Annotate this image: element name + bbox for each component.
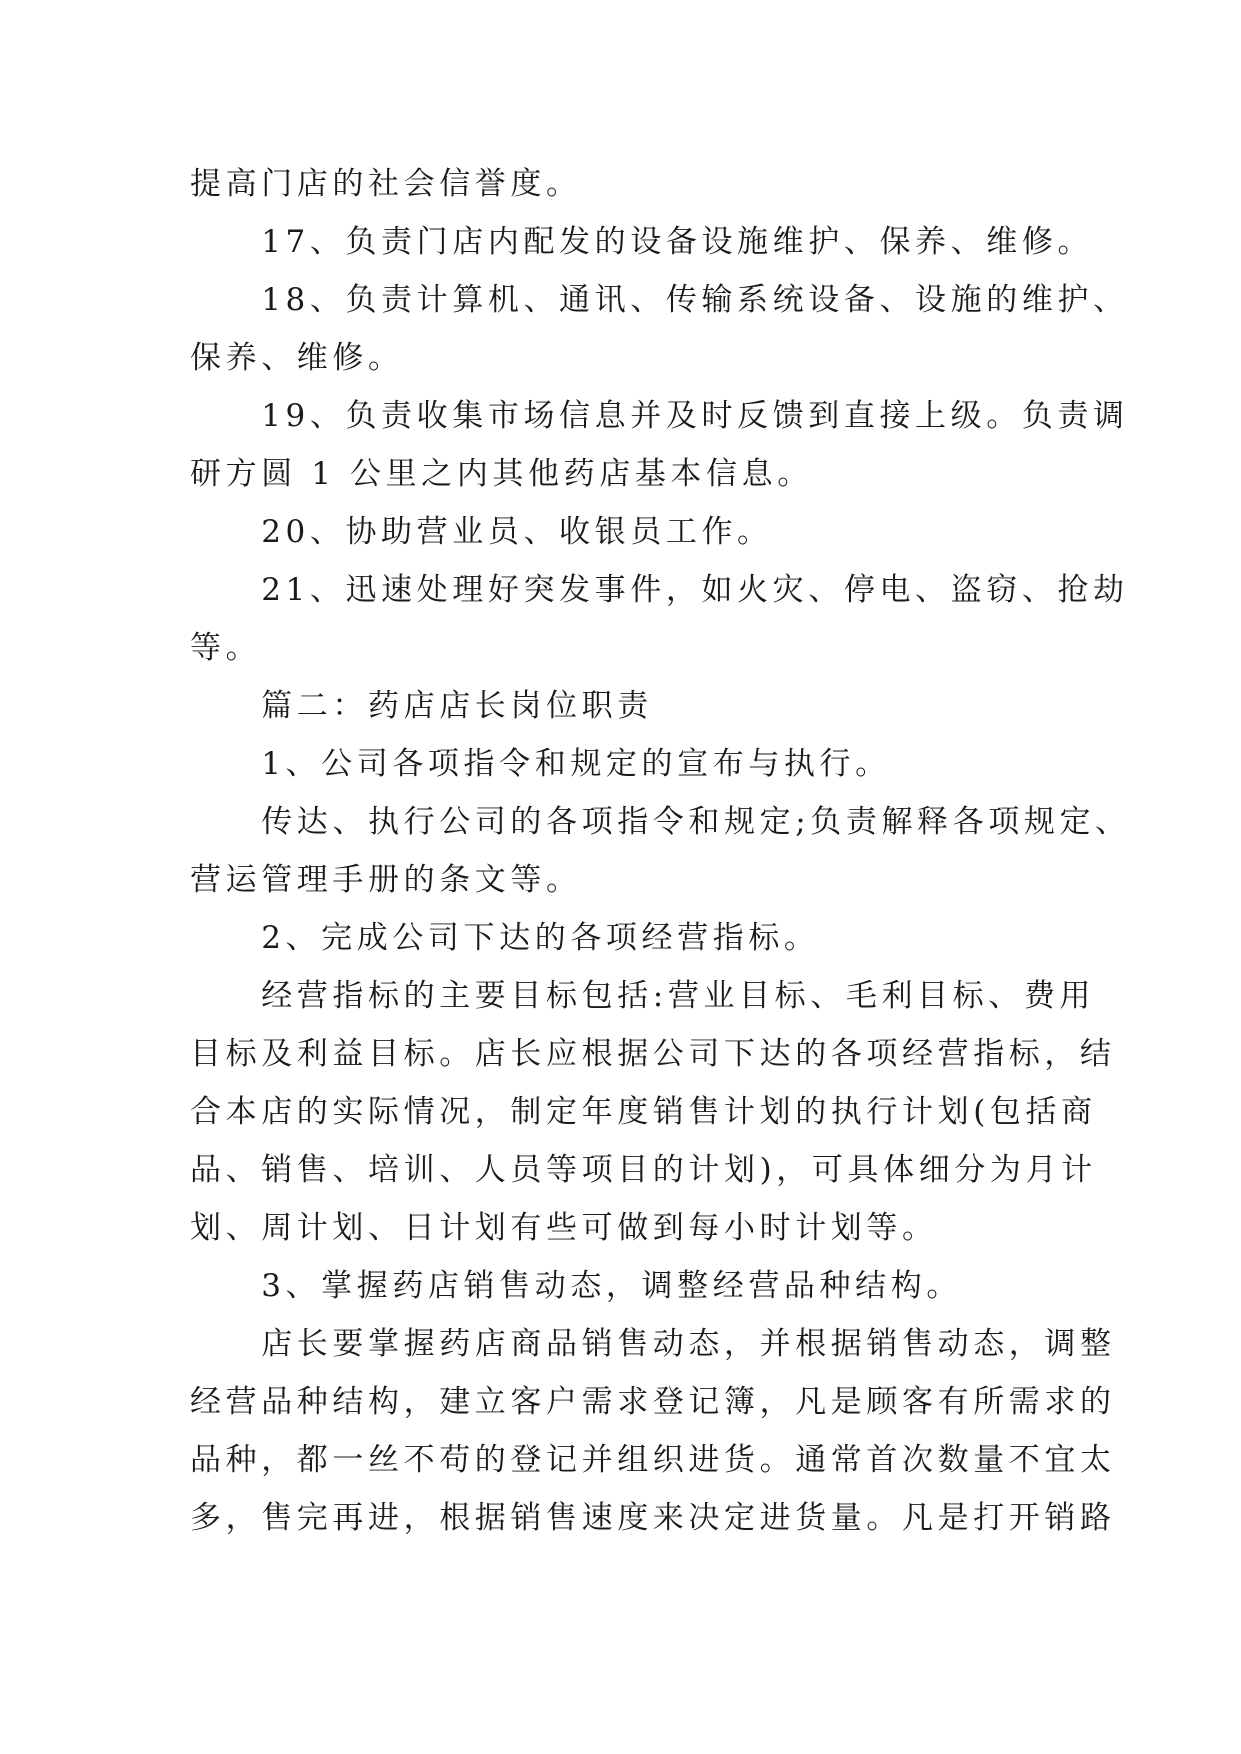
text-line: 1、公司各项指令和规定的宣布与执行。	[190, 746, 891, 782]
text-line: 目标及利益目标。店长应根据公司下达的各项经营指标，结	[190, 1036, 1116, 1072]
text-line: 19、负责收集市场信息并及时反馈到直接上级。负责调	[190, 398, 1129, 434]
text-line: 17、负责门店内配发的设备设施维护、保养、维修。	[190, 224, 1094, 260]
section-heading: 篇二：药店店长岗位职责	[190, 688, 653, 724]
text-line: 20、协助营业员、收银员工作。	[190, 514, 773, 550]
text-line: 营运管理手册的条文等。	[190, 862, 582, 898]
text-line: 保养、维修。	[190, 340, 404, 376]
text-line: 提高门店的社会信誉度。	[190, 166, 582, 202]
text-line: 品、销售、培训、人员等项目的计划)，可具体细分为月计	[190, 1152, 1097, 1188]
text-line: 店长要掌握药店商品销售动态，并根据销售动态，调整	[190, 1326, 1116, 1362]
text-line: 等。	[190, 630, 262, 666]
text-line: 划、周计划、日计划有些可做到每小时计划等。	[190, 1210, 938, 1246]
text-line: 传达、执行公司的各项指令和规定;负责解释各项规定、	[190, 804, 1131, 840]
text-line: 3、掌握药店销售动态，调整经营品种结构。	[190, 1268, 962, 1304]
text-line: 合本店的实际情况，制定年度销售计划的执行计划(包括商	[190, 1094, 1097, 1130]
text-line: 18、负责计算机、通讯、传输系统设备、设施的维护、	[190, 282, 1129, 318]
text-line: 品种，都一丝不苟的登记并组织进货。通常首次数量不宜太	[190, 1442, 1116, 1478]
text-line: 研方圆 1 公里之内其他药店基本信息。	[190, 456, 813, 492]
text-line: 经营品种结构，建立客户需求登记簿，凡是顾客有所需求的	[190, 1384, 1116, 1420]
text-line: 经营指标的主要目标包括:营业目标、毛利目标、费用	[190, 978, 1096, 1014]
text-line: 2、完成公司下达的各项经营指标。	[190, 920, 820, 956]
document-body	[190, 155, 1131, 1547]
text-line: 21、迅速处理好突发事件，如火灾、停电、盗窃、抢劫	[190, 572, 1129, 608]
text-line: 多，售完再进，根据销售速度来决定进货量。凡是打开销路	[190, 1500, 1116, 1536]
